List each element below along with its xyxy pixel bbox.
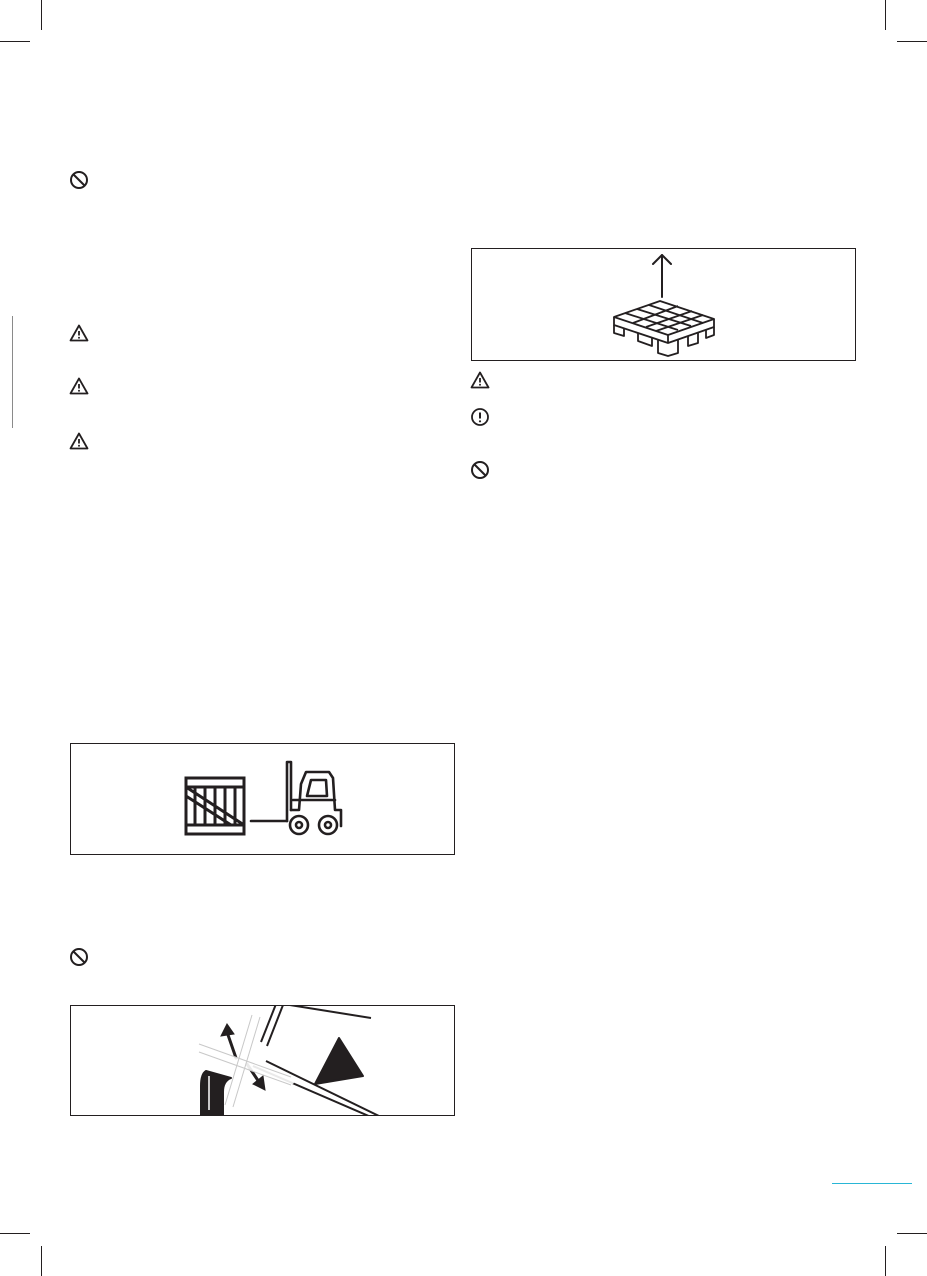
pallet-icon (614, 301, 714, 356)
warning-triangle-icon (69, 431, 89, 451)
prohibition-icon (470, 460, 490, 480)
crate-forklift-figure (70, 743, 455, 855)
crop-mark-bottom-right-horizontal (897, 1233, 927, 1234)
crate-icon (186, 778, 244, 834)
warning-triangle-icon (69, 376, 89, 396)
pallet-lift-figure (471, 248, 856, 361)
tilting-prohibited-figure (70, 1005, 455, 1116)
crop-mark-bottom-left-vertical (41, 1246, 42, 1276)
crop-mark-top-right-horizontal (897, 41, 927, 42)
crop-mark-top-left-vertical (41, 0, 42, 30)
warning-triangle-icon (470, 370, 490, 390)
forklift-icon (251, 762, 341, 834)
footer-accent-rule (832, 1183, 912, 1184)
section-marker-rule (12, 316, 13, 428)
crop-mark-bottom-left-horizontal (0, 1233, 30, 1234)
prohibition-icon (69, 170, 89, 190)
prohibition-icon (69, 947, 89, 967)
exclamation-circle-icon (470, 407, 490, 427)
crop-mark-bottom-right-vertical (885, 1246, 886, 1276)
warning-triangle-icon (69, 323, 89, 343)
crate-forklift-illustration (71, 744, 455, 855)
tilting-appliance-prohibited-illustration (71, 1006, 455, 1116)
crop-mark-top-right-vertical (885, 0, 886, 30)
pallet-lift-up-illustration (472, 249, 856, 361)
crop-mark-top-left-horizontal (0, 41, 30, 42)
arrow-up-icon (653, 255, 671, 297)
